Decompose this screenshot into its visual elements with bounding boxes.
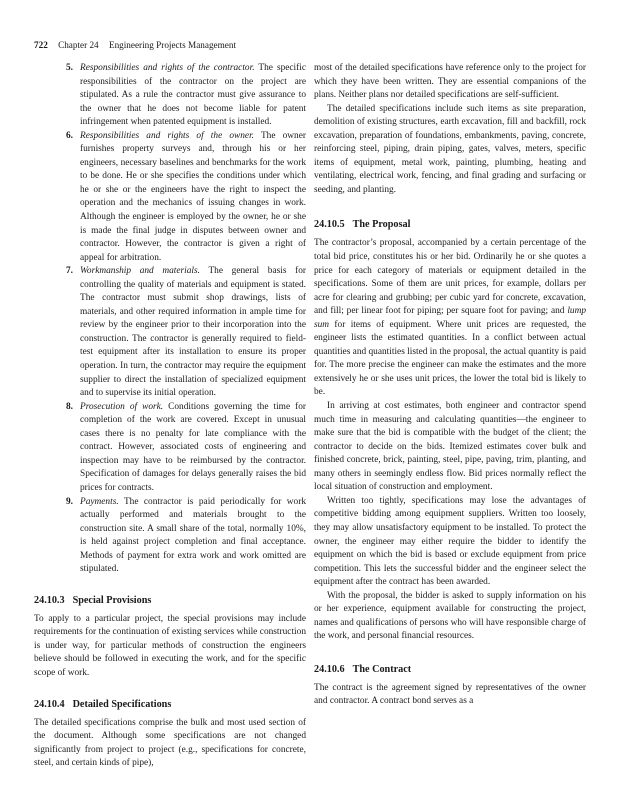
list-item-text: The contractor is paid periodically for work actually performed and materials brought to the construction site. A small share of the total, normally 10%, is held against project completion and final acceptance. Methods of payment for extra work and work omitted are stipulated. bbox=[80, 496, 306, 575]
list-item-number: 9. bbox=[66, 496, 74, 507]
list-item-term: Responsibilities and rights of the owner. bbox=[80, 130, 255, 141]
chapter-label: Chapter 24 bbox=[58, 40, 99, 50]
section-number: 24.10.4 bbox=[34, 698, 65, 710]
section-number: 24.10.5 bbox=[314, 219, 345, 231]
right-column bbox=[314, 62, 586, 709]
section-heading bbox=[314, 663, 586, 677]
list-item bbox=[34, 130, 306, 265]
list-item bbox=[34, 265, 306, 400]
section-heading bbox=[314, 218, 586, 232]
section-title: The Contract bbox=[352, 663, 412, 675]
list-item bbox=[34, 496, 306, 577]
paragraph: most of the detailed specifications have reference only to the project for which they have been written. They are essential companions of the plans. Neither plans nor detailed specifications are self-sufficient. bbox=[314, 63, 586, 101]
paragraph: With the proposal, the bidder is asked to supply information on his or her experience, equipment available for constructing the project, names and qualifications of persons who will have responsible charge of the work, and personal financial resources. bbox=[314, 590, 586, 642]
paragraph: In arriving at cost estimates, both engineer and contractor spend much time in measuring and calculating quantities—the engineer to make sure that the bid is compatible with the budget of the client; the contractor to decide on the bids. Itemized estimates cover bulk and finished concrete, brick, painting, steel, pipe, paving, trim, planting, and many others in seemingly endless flow. Bid prices normally reflect the local situation of construction and employment. bbox=[314, 401, 586, 493]
paragraph: To apply to a particular project, the special provisions may include requirements for the continuation of existing services while construction is under way, for particular methods of construction the engineers believe should be followed in executing the work, and for the specific scope of work. bbox=[34, 613, 306, 678]
paragraph: The detailed specifications comprise the bulk and most used section of the document. Although some specifications are not changed significantly from project to project (e.g., specifications for concrete, steel, and certain kinds of pipe), bbox=[34, 717, 306, 769]
paragraph: The contract is the agreement signed by representatives of the owner and contractor. A contract bond serves as a bbox=[314, 682, 586, 707]
list-item bbox=[34, 62, 306, 130]
list-item-text: The owner furnishes property surveys and, through his or her engineers, necessary baselines and benchmarks for the work to be done. He or she specifies the conditions under which he or she or the engineers have the right to inspect the operation and the mechanics of issuing changes in work. Although the engineer is employed by the owner, he or she is made the final judge in disputes between owner and contractor. However, the contractor is given a right of appeal for arbitration. bbox=[80, 130, 306, 263]
paragraph bbox=[314, 237, 586, 400]
list-item-number: 6. bbox=[66, 130, 74, 141]
list-item-term: Prosecution of work. bbox=[80, 401, 164, 412]
running-header bbox=[34, 40, 236, 50]
list-item bbox=[34, 401, 306, 496]
section-title: Special Provisions bbox=[72, 594, 152, 606]
list-item-number: 8. bbox=[66, 401, 74, 412]
section-heading bbox=[34, 594, 306, 608]
italic-term: lump sum bbox=[314, 306, 586, 330]
list-item-term: Payments. bbox=[80, 496, 119, 507]
section-heading bbox=[34, 698, 306, 712]
section-number: 24.10.3 bbox=[34, 594, 65, 606]
list-item-number: 7. bbox=[66, 266, 74, 277]
paragraph-text: The contractor’s proposal, accompanied by a certain percentage of the total bid price, constitutes his or her bid. Ordinarily he or she quotes a price for each category of materials or equipment detailed in the specifications. Some of them are unit prices, for example, dollars per acre for clearing and grubbing; per cubic yard for concrete, excavation, and fill; per linear foot for piping; per square foot for paving; and bbox=[314, 238, 586, 317]
list-item-term: Workmanship and materials. bbox=[80, 266, 200, 277]
list-item-text: The general basis for controlling the quality of materials and equipment is stated. The contractor must submit shop drawings, lists of materials, and other required information in ample time for review by the engineer prior to their incorporation into the construction. The contractor is generally required to field-test equipment after its installation to ensure its proper operation. In turn, the contractor may require the equipment supplier to direct the installation of specialized equipment and to supervise its initial operation. bbox=[80, 266, 307, 399]
paragraph: The detailed specifications include such items as site preparation, demolition of existing structures, earth excavation, fill and backfill, rock excavation, preparation of foundations, embankments, paving, concrete, reinforcing steel, piping, drain piping, gates, valves, meters, specific items of equipment, metal work, painting, plumbing, heating and ventilating, electrical work, fencing, and final grading and surfacing or seeding, and planting. bbox=[314, 103, 586, 195]
paragraph-text: for items of equipment. Where unit prices are requested, the engineer lists the estimated quantities. In a conflict between actual quantities and quantities listed in the proposal, the actual quantity is paid for. The more precise the engineer can make the estimates and the more extensively he or she uses unit prices, the lower the total bid is likely to be. bbox=[314, 319, 586, 398]
section-number: 24.10.6 bbox=[314, 663, 345, 675]
list-item-number: 5. bbox=[66, 63, 74, 73]
page-number: 722 bbox=[34, 40, 48, 50]
list-item-term: Responsibilities and rights of the contractor. bbox=[80, 63, 255, 73]
section-title: Detailed Specifications bbox=[72, 698, 172, 710]
left-column bbox=[34, 62, 306, 771]
list-item-text: Conditions governing the time for completion of the work are covered. Except in unusual cases there is no penalty for late compliance with the contract. However, associated costs of engineering and inspection may have to be reimbursed by the contractor. Specification of damages for delays generally raises the bid prices for contracts. bbox=[80, 401, 306, 493]
paragraph: Written too tightly, specifications may lose the advantages of competitive bidding among equipment suppliers. Written too loosely, they may allow unsatisfactory equipment to be installed. To protect the owner, the engineer may either require the bidder to identify the equipment on which the bid is based or exclude equipment from price competition. This lets the successful bidder and the engineer select the equipment after the contract has been awarded. bbox=[314, 495, 586, 588]
list-item-text: The specific responsibilities of the contractor on the project are stipulated. As a rule the contractor must give assurance to the owner that he does not become liable for patent infringement when patented equipment is installed. bbox=[80, 63, 307, 128]
running-title: Engineering Projects Management bbox=[108, 40, 237, 50]
section-title: The Proposal bbox=[352, 219, 411, 231]
